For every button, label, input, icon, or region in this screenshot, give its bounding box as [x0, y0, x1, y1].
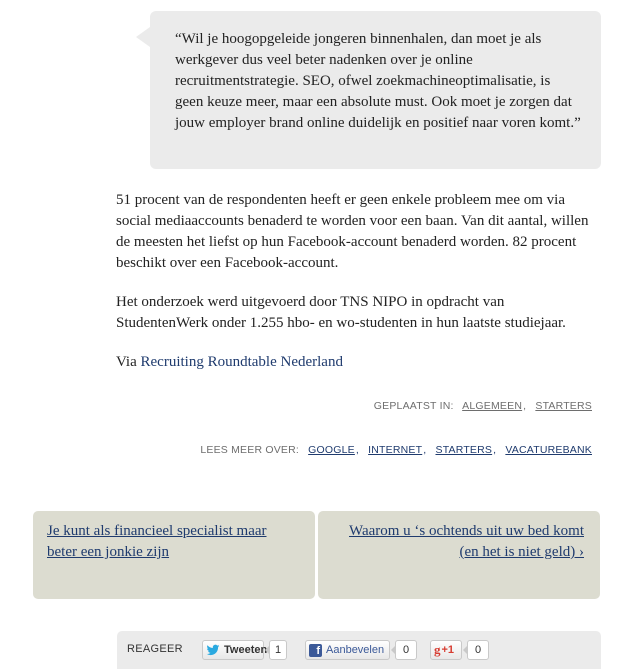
category-link-algemeen[interactable]: ALGEMEEN [462, 400, 523, 412]
share-bar [117, 631, 601, 669]
google-plus-count: 0 [467, 640, 489, 660]
google-plus-label: +1 [441, 644, 455, 656]
google-plus-button[interactable] [430, 640, 462, 660]
pull-quote [150, 11, 601, 169]
posted-in: GEPLAATST IN: ALGEMEEN, STARTERS [373, 400, 592, 412]
facebook-count: 0 [395, 640, 417, 660]
tweet-label: Tweeten [224, 644, 268, 656]
tag-link-internet[interactable]: INTERNET [368, 444, 423, 456]
previous-post-link[interactable] [33, 511, 315, 599]
tweet-button[interactable] [202, 640, 268, 660]
tweet-count: 1 [269, 640, 287, 660]
read-more-tags: LEES MEER OVER: GOOGLE, INTERNET, STARTERS, VACATUREBANK [200, 444, 592, 456]
via-line [116, 352, 596, 373]
twitter-bird-icon [206, 643, 220, 657]
facebook-icon: f [309, 644, 322, 657]
previous-post-title: Je kunt als financieel specialist maar beter een jonkie zijn [47, 523, 267, 560]
via-source-link[interactable]: Recruiting Roundtable Nederland [140, 354, 343, 370]
read-more-label: LEES MEER OVER: [200, 444, 300, 456]
paragraph-respondents: 51 procent van de respondenten heeft er geen enkele probleem mee om via social mediaaccounts benaderd te worden voor een baan. Van dit aantal, willen de meesten het liefst op hun Facebook-account benaderd worden. 82 procent beschikt over een Facebook-account. [116, 192, 589, 271]
next-post-link[interactable] [318, 511, 600, 599]
category-link-starters[interactable]: STARTERS [535, 400, 592, 412]
facebook-recommend-button[interactable] [305, 640, 390, 660]
posted-in-label: GEPLAATST IN: [373, 400, 454, 412]
next-post-title: Waarom u ‘s ochtends uit uw bed komt (en het is niet geld) › [349, 523, 584, 560]
via-prefix: Via [116, 354, 137, 370]
tag-link-vacaturebank[interactable]: VACATUREBANK [505, 444, 592, 456]
tag-link-google[interactable]: GOOGLE [308, 444, 355, 456]
pull-quote-text: “Wil je hoogopgeleide jongeren binnenhalen, dan moet je als werkgever dus veel beter nadenken over je online recruitmentstrategie. SEO, ofwel zoekmachineoptimalisatie, is geen keuze meer, maar een absolute must. Ook moet je zorgen dat jouw employer brand online duidelijk en positief naar voren komt.” [175, 31, 581, 131]
google-plus-icon: g [434, 642, 441, 657]
reageer-button[interactable]: REAGEER [127, 643, 183, 655]
tag-link-starters[interactable]: STARTERS [435, 444, 493, 456]
paragraph-research: Het onderzoek werd uitgevoerd door TNS NIPO in opdracht van StudentenWerk onder 1.255 hbo- en wo-studenten in hun laatste studiejaar. [116, 294, 566, 331]
facebook-recommend-label: Aanbevelen [326, 644, 385, 656]
